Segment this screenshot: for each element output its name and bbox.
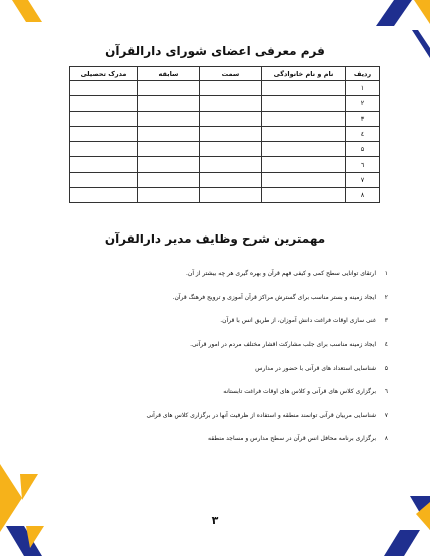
top-left-corner-decoration <box>0 0 60 50</box>
education-cell <box>70 81 138 96</box>
table-row <box>70 157 380 172</box>
item-number: ۵ <box>384 364 388 372</box>
position-cell <box>200 157 262 172</box>
item-text: ایجاد زمینه مناسب برای جلب مشارکت اقشار مختلف مردم در امور قرآنی. <box>190 341 376 349</box>
bottom-left-corner-decoration <box>0 456 60 556</box>
duties-list <box>43 262 388 451</box>
row-number: ۳ <box>346 111 380 126</box>
list-item <box>43 309 388 333</box>
experience-cell <box>138 157 200 172</box>
education-cell <box>70 142 138 157</box>
row-number: ٦ <box>346 157 380 172</box>
position-cell <box>200 81 262 96</box>
item-text: شناسایی مربیان قرآنی توانمند منطقه و استفاده از ظرفیت آنها در برگزاری کلاس های قرآنی <box>146 411 376 419</box>
council-members-table <box>69 66 380 203</box>
item-text: شناسایی استعداد های قرآنی با حضور در مدارس <box>255 364 376 372</box>
form-title: فرم معرفی اعضای شورای دارالقرآن <box>105 44 325 58</box>
row-number: ۱ <box>346 81 380 96</box>
experience-cell <box>138 81 200 96</box>
item-number: ۱ <box>384 270 388 278</box>
full-name-cell <box>262 81 346 96</box>
list-item <box>43 427 388 451</box>
column-header-full-name: نام و نام خانوادگی <box>262 67 346 81</box>
list-item <box>43 262 388 286</box>
row-number: ٤ <box>346 126 380 141</box>
item-number: ۸ <box>384 435 388 443</box>
table-row <box>70 126 380 141</box>
item-text: ایجاد زمینه و بستر مناسب برای گسترش مراکز قرآن آموزی و ترویج فرهنگ قرآن. <box>172 293 376 301</box>
list-item <box>43 380 388 404</box>
item-text: غنی سازی اوقات فراغت دانش آموزان، از طریق انس با قرآن. <box>220 317 376 325</box>
position-cell <box>200 142 262 157</box>
table-row <box>70 111 380 126</box>
row-number: ۷ <box>346 172 380 187</box>
full-name-cell <box>262 96 346 111</box>
position-cell <box>200 126 262 141</box>
table-row <box>70 172 380 187</box>
list-item <box>43 333 388 357</box>
education-cell <box>70 157 138 172</box>
full-name-cell <box>262 142 346 157</box>
duties-title: مهمترین شرح وظایف مدیر دارالقرآن <box>104 232 326 246</box>
list-item <box>43 404 388 428</box>
item-number: ۳ <box>384 317 388 325</box>
item-number: ۷ <box>384 411 388 419</box>
item-text: برگزاری کلاس های قرآنی و کلاس های اوقات فراغت تابستانه <box>223 388 376 396</box>
row-number: ۵ <box>346 142 380 157</box>
position-cell <box>200 188 262 203</box>
education-cell <box>70 111 138 126</box>
row-number: ۲ <box>346 96 380 111</box>
experience-cell <box>138 96 200 111</box>
education-cell <box>70 172 138 187</box>
row-number: ۸ <box>346 188 380 203</box>
full-name-cell <box>262 111 346 126</box>
column-header-row-number: ردیف <box>346 67 380 81</box>
table-row <box>70 142 380 157</box>
item-text: ارتقای توانایی سطح کمی و کیفی فهم قرآن و بهره گیری هر چه بیشتر از آن. <box>186 270 376 278</box>
page-number: ۳ <box>211 514 219 527</box>
experience-cell <box>138 188 200 203</box>
item-number: ٤ <box>384 341 388 349</box>
full-name-cell <box>262 157 346 172</box>
column-header-position: سمت <box>200 67 262 81</box>
item-text: برگزاری برنامه محافل انس قرآن در سطح مدارس و مساجد منطقه <box>208 435 376 443</box>
column-header-education: مدرک تحصیلی <box>70 67 138 81</box>
list-item <box>43 356 388 380</box>
full-name-cell <box>262 172 346 187</box>
education-cell <box>70 188 138 203</box>
education-cell <box>70 126 138 141</box>
position-cell <box>200 172 262 187</box>
table-row <box>70 96 380 111</box>
position-cell <box>200 96 262 111</box>
table-header-row <box>70 67 380 81</box>
education-cell <box>70 96 138 111</box>
experience-cell <box>138 142 200 157</box>
full-name-cell <box>262 126 346 141</box>
experience-cell <box>138 172 200 187</box>
position-cell <box>200 111 262 126</box>
full-name-cell <box>262 188 346 203</box>
item-number: ۲ <box>384 293 388 301</box>
column-header-experience: سابقه <box>138 67 200 81</box>
list-item <box>43 286 388 310</box>
item-number: ٦ <box>384 388 388 396</box>
table-row <box>70 81 380 96</box>
table-row <box>70 188 380 203</box>
experience-cell <box>138 111 200 126</box>
experience-cell <box>138 126 200 141</box>
